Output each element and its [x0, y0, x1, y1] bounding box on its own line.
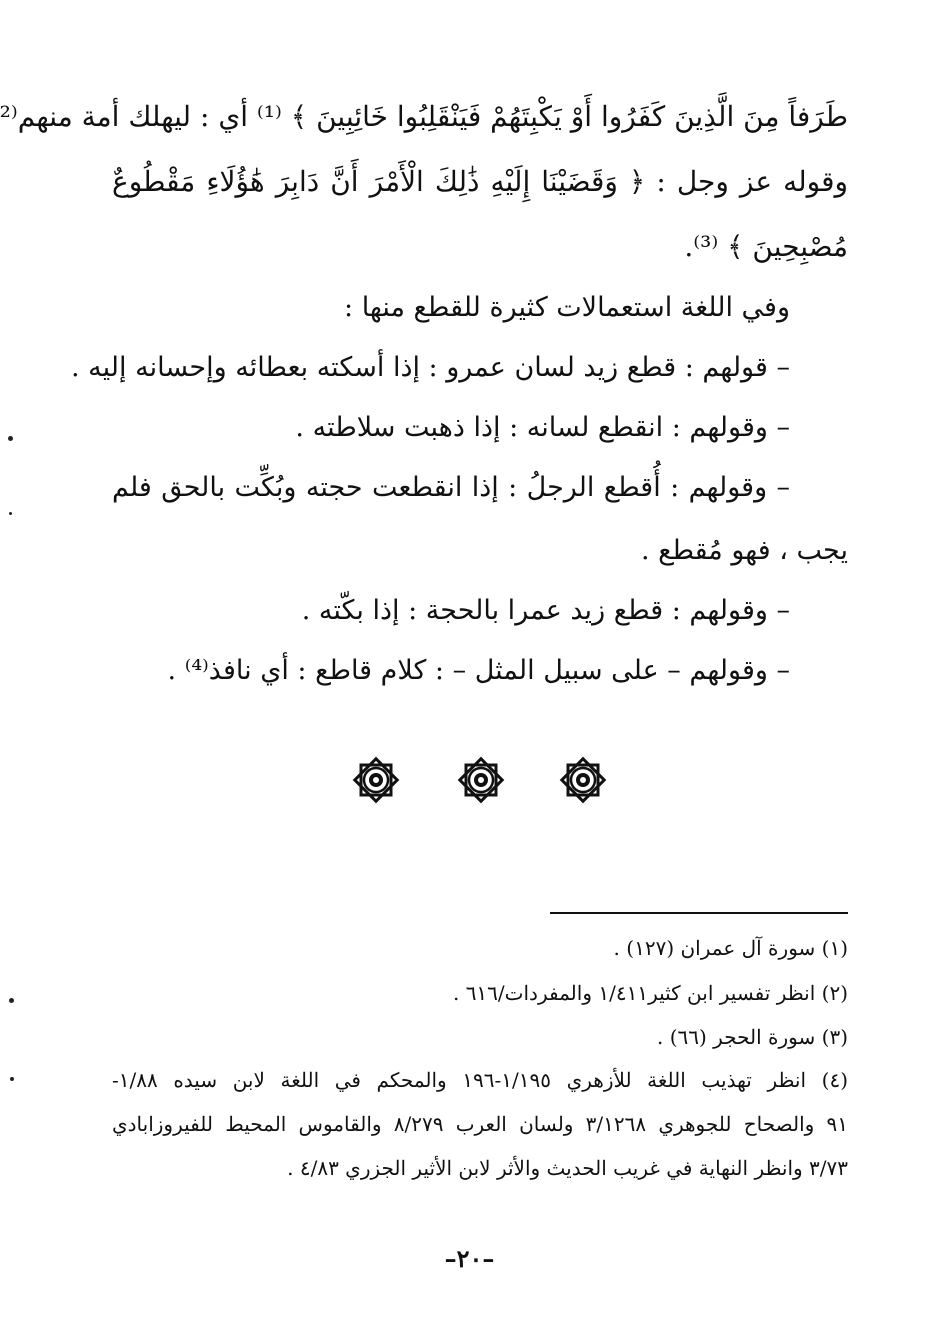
text-line-7: – وقولهم : أُقطع الرجلُ : إذا انقطعت حجته وبُكِّت بالحق فلم — [112, 472, 790, 503]
footnote-4-line-2: ٩١ والصحاح للجوهري ٣/١٢٦٨ ولسان العرب ٨/٢٧٩ والقاموس المحيط للفيروزابادي — [112, 1112, 848, 1136]
footnote-4-line-3: ٣/٧٣ وانظر النهاية في غريب الحديث والأثر لابن الأثير الجزري ٤/٨٣ . — [287, 1156, 848, 1180]
text-line-9: – وقولهم : قطع زيد عمرا بالحجة : إذا بكّته . — [301, 595, 790, 626]
footnote-1: (١) سورة آل عمران (١٢٧) . — [613, 936, 848, 960]
star-ornament-icon — [453, 752, 509, 808]
scan-speck — [9, 998, 14, 1003]
text-line-2: وقوله عز وجل : ﴿ وَقَضَيْنَا إِلَيْهِ ذَٰلِكَ الْأَمْرَ أَنَّ دَابِرَ هَٰؤُلَاءِ مَقْطُوعٌ — [112, 165, 848, 198]
text-line-10: – وقولهم – على سبيل المثل – : كلام قاطع : أي نافذ⁽⁴⁾ . — [167, 655, 790, 686]
scan-speck — [9, 512, 12, 515]
star-ornament-icon — [348, 752, 404, 808]
star-ornament-icon — [555, 752, 611, 808]
page-number: –٢٠– — [444, 1244, 495, 1273]
footnote-2: (٢) انظر تفسير ابن كثير١/٤١١ والمفردات/٦١٦ . — [452, 981, 848, 1005]
text-line-1: طَرَفاً مِنَ الَّذِينَ كَفَرُوا أَوْ يَكْبِتَهُمْ فَيَنْقَلِبُوا خَائِبِينَ ﴾ ⁽¹⁾ أي : ليهلك أمة منهم⁽² — [0, 100, 848, 133]
text-line-3: مُصْبِحِينَ ﴾ ⁽³⁾. — [684, 230, 848, 263]
text-line-8: يجب ، فهو مُقطع . — [640, 535, 848, 566]
text-line-6: – وقولهم : انقطع لسانه : إذا ذهبت سلاطته . — [295, 412, 790, 443]
footnote-3: (٣) سورة الحجر (٦٦) . — [657, 1025, 848, 1049]
footnote-separator — [550, 912, 848, 914]
text-line-4: وفي اللغة استعمالات كثيرة للقطع منها : — [344, 292, 790, 323]
footnote-4-line-1: (٤) انظر تهذيب اللغة للأزهري ١/١٩٥-١٩٦ والمحكم في اللغة لابن سيده ١/٨٨- — [112, 1068, 848, 1092]
scan-speck — [8, 436, 13, 441]
scan-speck — [10, 1077, 14, 1081]
text-line-5: – قولهم : قطع زيد لسان عمرو : إذا أسكته بعطائه وإحسانه إليه . — [71, 352, 790, 383]
